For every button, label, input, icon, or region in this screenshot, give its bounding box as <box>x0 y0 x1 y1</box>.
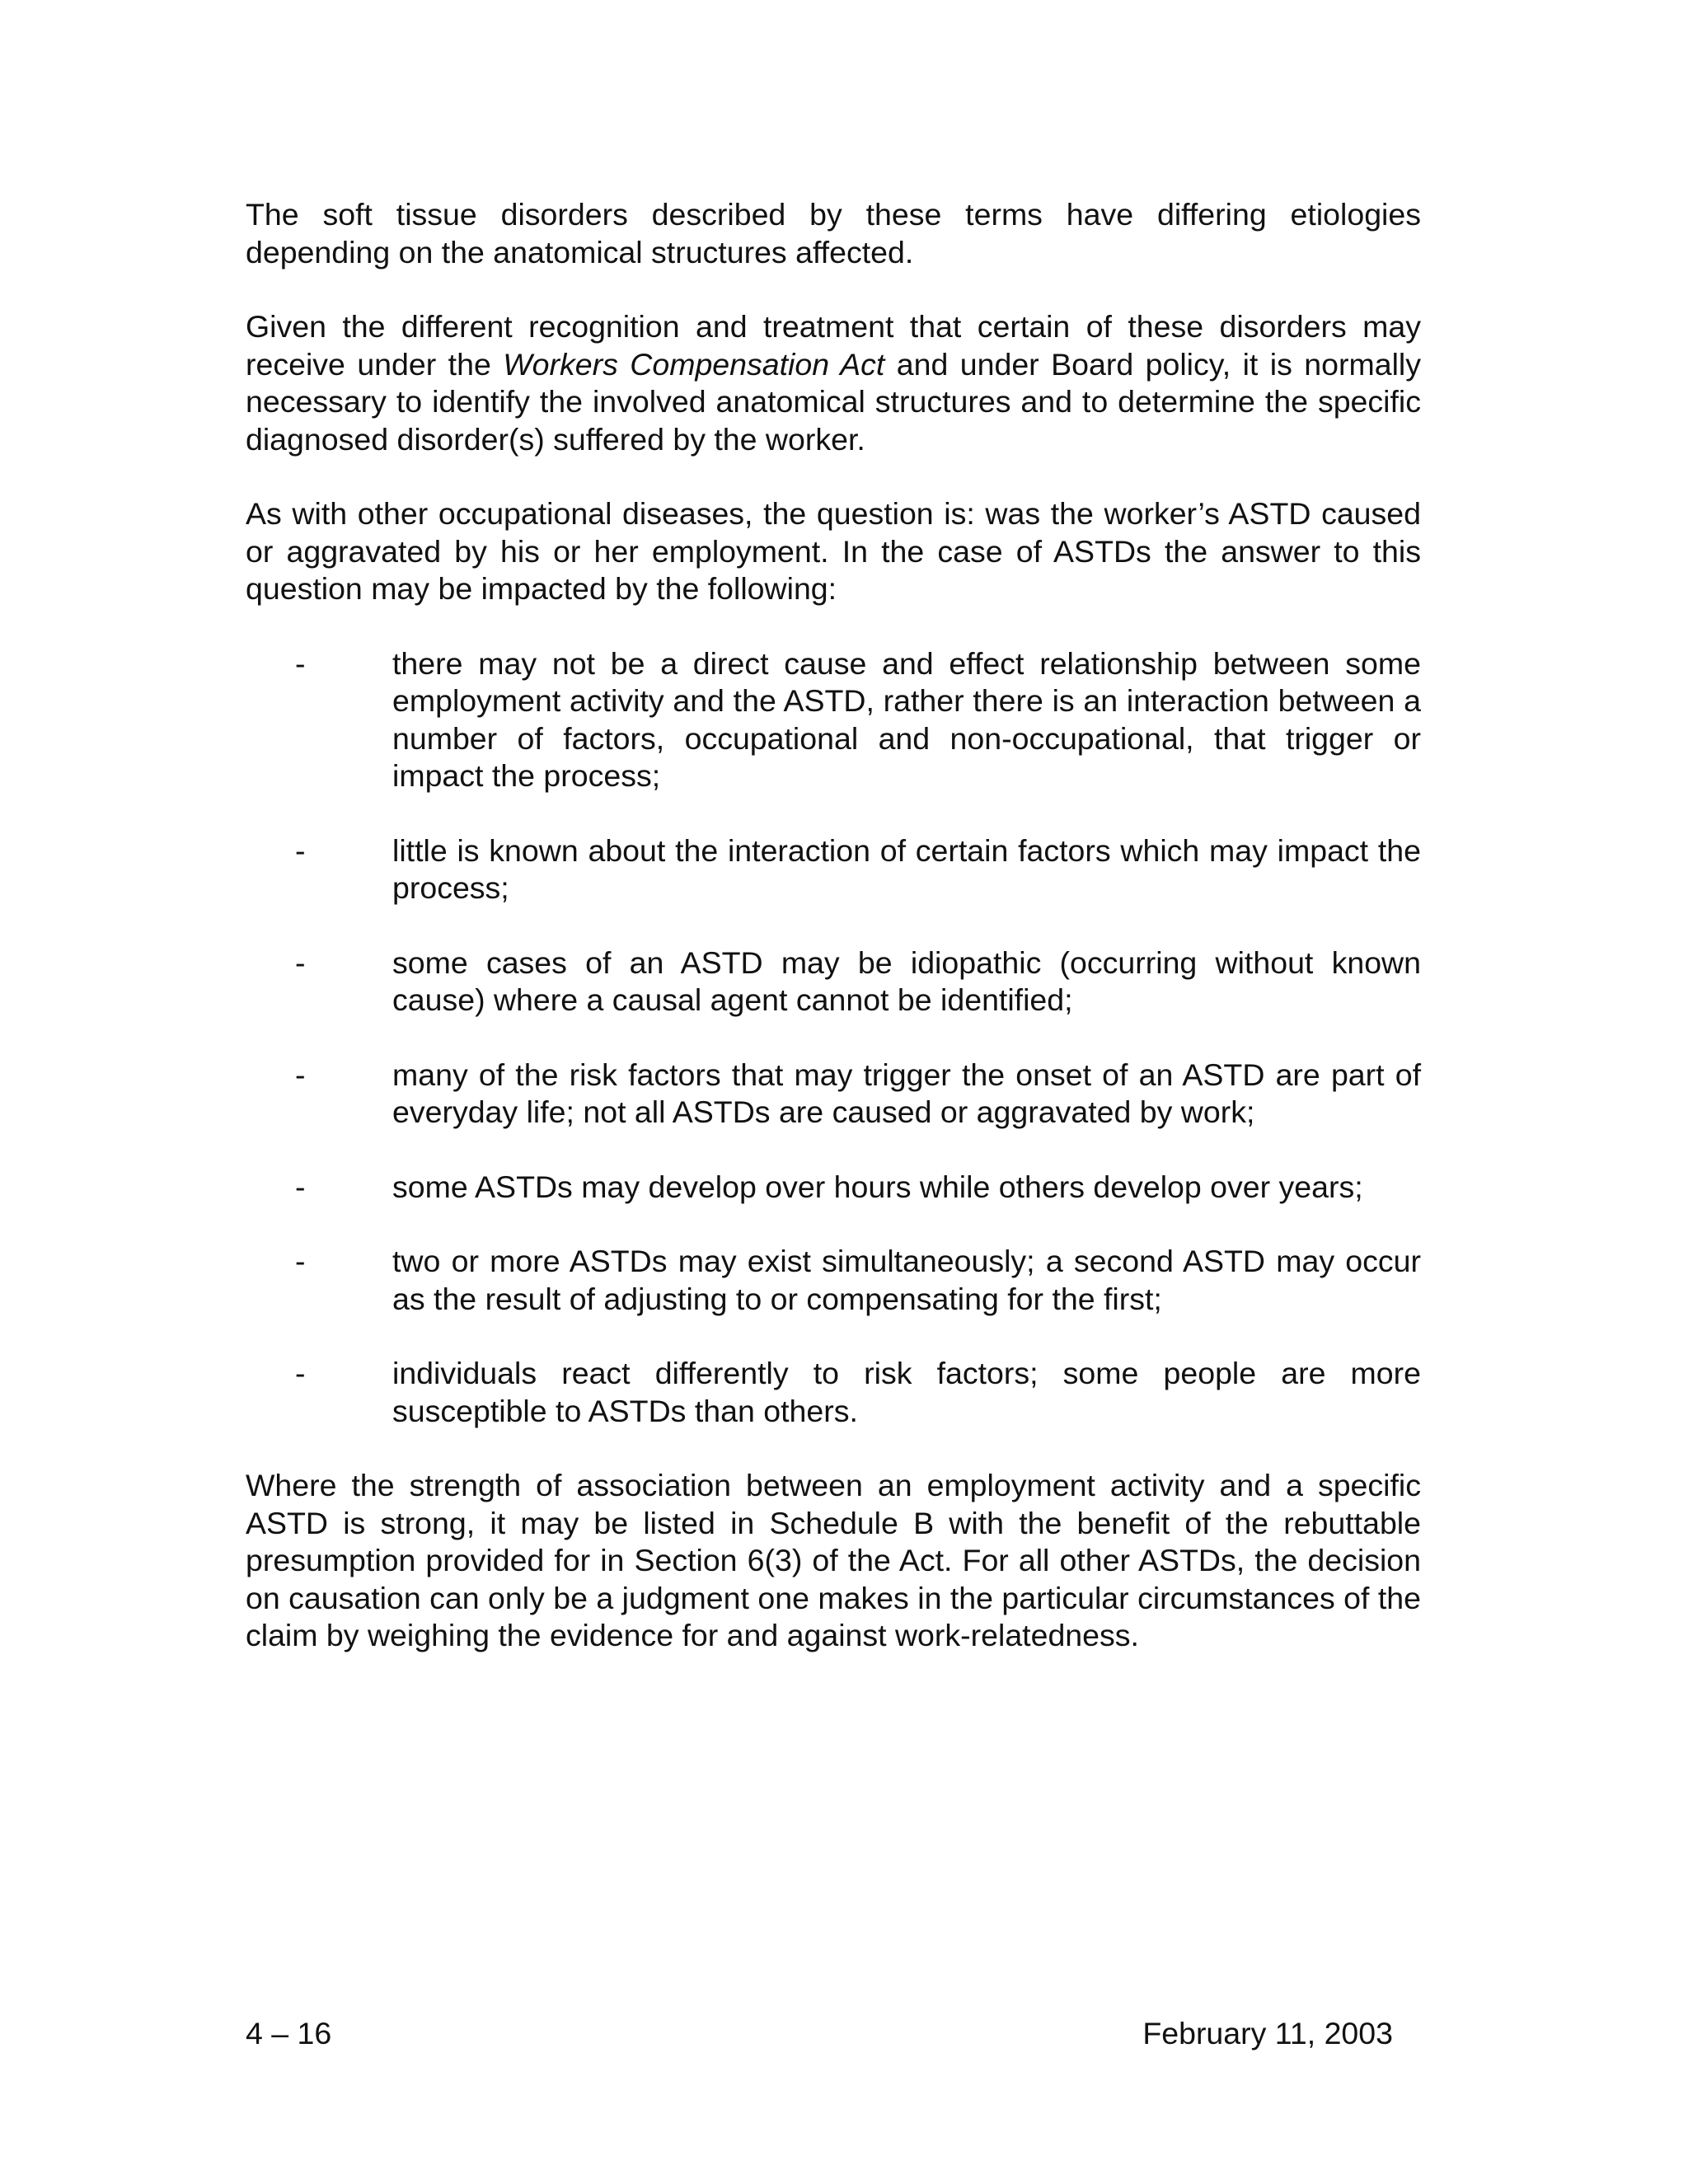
bullet-dash: - <box>295 1169 306 1204</box>
page-content <box>246 196 1421 1692</box>
list-item-text: many of the risk factors that may trigger the onset of an ASTD are part of everyday life; not all ASTDs are caused or aggravated by work; <box>392 1057 1421 1129</box>
factor-list <box>246 645 1421 1431</box>
page-number: 4 – 16 <box>246 2016 332 2050</box>
footer-date: February 11, 2003 <box>1142 2016 1393 2050</box>
list-item <box>246 1243 1421 1318</box>
act-title: Workers Compensation Act <box>503 346 885 382</box>
list-item-text: some cases of an ASTD may be idiopathic (occurring without known cause) where a causal agent cannot be identified; <box>392 944 1421 1017</box>
paragraph-recognition-text-end: and under Board policy, it is normally necessary to identify the involved anatomical structures and to determine the specific diagnosed disorder(s) suffered by the worker. <box>246 346 1421 457</box>
list-item <box>246 944 1421 1019</box>
bullet-dash: - <box>295 832 306 868</box>
list-item-text: some ASTDs may develop over hours while others develop over years; <box>392 1169 1363 1204</box>
bullet-dash: - <box>295 1057 306 1092</box>
bullet-dash: - <box>295 944 306 980</box>
paragraph-recognition <box>246 308 1421 458</box>
list-item <box>246 645 1421 795</box>
list-item-text: little is known about the interaction of certain factors which may impact the process; <box>392 832 1421 905</box>
list-item <box>246 1057 1421 1132</box>
bullet-dash: - <box>295 645 306 681</box>
list-item <box>246 832 1421 907</box>
bullet-dash: - <box>295 1244 306 1278</box>
list-item <box>246 1169 1421 1207</box>
paragraph-causation: Where the strength of association between an employment activity and a specific ASTD is strong, it may be listed in Schedule B with the benefit of the rebuttable presumption provided for in Section 6(3) of the Act. For all other ASTDs, the decision on causation can only be a judgment one makes in the particular circumstances of the claim by weighing the evidence for and against work-relatedness. <box>246 1468 1421 1652</box>
paragraph-etiologies: The soft tissue disorders described by these terms have differing etiologies depending on the anatomical structures affected. <box>246 197 1421 269</box>
list-item-text: individuals react differently to risk factors; some people are more susceptible to ASTDs than others. <box>392 1356 1421 1428</box>
bullet-dash: - <box>295 1356 306 1390</box>
paragraph-recognition-text-start: Given the different recognition and treatment that certain of these disorders may receive under the <box>246 309 1421 382</box>
list-item-text: two or more ASTDs may exist simultaneously; a second ASTD may occur as the result of adjusting to or compensating for the first; <box>392 1244 1421 1316</box>
list-item <box>246 1355 1421 1430</box>
list-item-text: there may not be a direct cause and effect relationship between some employment activity and the ASTD, rather there is an interaction between a number of factors, occupational and non-occupational, that trigger or impact the process; <box>392 645 1421 793</box>
paragraph-question: As with other occupational diseases, the question is: was the worker’s ASTD caused or aggravated by his or her employment. In the case of ASTDs the answer to this question may be impacted by the following: <box>246 496 1421 606</box>
page-footer <box>246 2015 1393 2052</box>
